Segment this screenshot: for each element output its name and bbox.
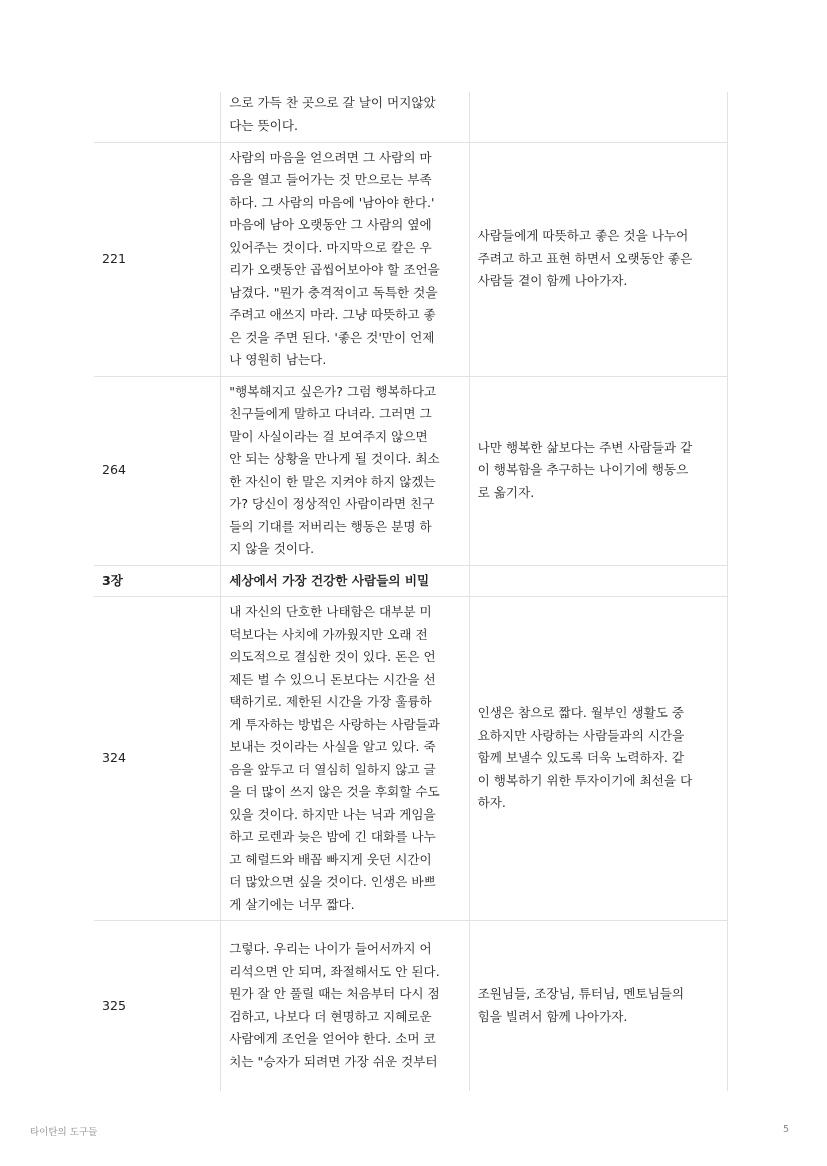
note-cell bbox=[469, 565, 727, 597]
quote-cell: 으로 가득 찬 곳으로 갈 날이 머지않았 다는 뜻이다. bbox=[221, 92, 469, 142]
note-cell: 나만 행복한 삶보다는 주변 사람들과 같 이 행복함을 추구하는 나이기에 행동으 로 옮기자. bbox=[469, 376, 727, 565]
note-cell: 조원님들, 조장님, 튜터님, 멘토님들의 힘을 빌려서 함께 나아가자. bbox=[469, 921, 727, 1091]
table-row bbox=[94, 597, 728, 921]
quote-cell: 사람의 마음을 얻으려면 그 사람의 마 음을 열고 들어가는 것 만으로는 부족 하다. 그 사람의 마음에 '남아야 한다.' 마음에 남아 오랫동안 그 사람의 옆에 있어주는 것이다. 마지막으로 칼은 우 리가 오랫동안 곱씹어보아야 할 조언을 남겼다. "뭔가 충격적이고 독특한 것을 주려고 애쓰지 마라. 그냥 따뜻하고 좋 은 것을 주면 된다. '좋은 것'만이 언제 나 영원히 남는다. bbox=[221, 142, 469, 376]
page-cell: 325 bbox=[94, 921, 221, 1091]
page-cell: 221 bbox=[94, 142, 221, 376]
chapter-row bbox=[94, 565, 728, 597]
table-row bbox=[94, 921, 728, 1091]
quote-cell: "행복해지고 싶은가? 그럼 행복하다고 친구들에게 말하고 다녀라. 그러면 그 말이 사실이라는 걸 보여주지 않으면 안 되는 상황을 만나게 될 것이다. 최소 한 자신이 한 말은 지켜야 하지 않겠는 가? 당신이 정상적인 사람이라면 친구 들의 기대를 저버리는 행동은 분명 하 지 않을 것이다. bbox=[221, 376, 469, 565]
page-cell: 324 bbox=[94, 597, 221, 921]
page-cell bbox=[94, 92, 221, 142]
footer-document-title: 타이탄의 도구들 bbox=[30, 1127, 98, 1138]
notes-table bbox=[94, 92, 728, 1091]
table-row bbox=[94, 376, 728, 565]
note-cell bbox=[469, 92, 727, 142]
table-row bbox=[94, 92, 728, 142]
footer-page-number: 5 bbox=[783, 1124, 790, 1135]
note-cell: 인생은 참으로 짧다. 월부인 생활도 중 요하지만 사랑하는 사람들과의 시간을 함께 보낼수 있도록 더욱 노력하자. 같 이 행복하기 위한 투자이기에 최선을 다 하자. bbox=[469, 597, 727, 921]
note-cell: 사람들에게 따뜻하고 좋은 것을 나누어 주려고 하고 표현 하면서 오랫동안 좋은 사람들 곁이 함께 나아가자. bbox=[469, 142, 727, 376]
quote-cell: 내 자신의 단호한 나태함은 대부분 미 덕보다는 사치에 가까웠지만 오래 전 의도적으로 결심한 것이 있다. 돈은 언 제든 벌 수 있으니 돈보다는 시간을 선 택하기로. 제한된 시간을 가장 훌륭하 게 투자하는 방법은 사랑하는 사람들과 보내는 것이라는 사실을 알고 있다. 죽 음을 앞두고 더 열심히 일하지 않고 글 을 더 많이 쓰지 않은 것을 후회할 수도 있을 것이다. 하지만 나는 닉과 게임을 하고 로렌과 늦은 밤에 긴 대화를 나누 고 헤럴드와 배꼽 빠지게 웃던 시간이 더 많았으면 싶을 것이다. 인생은 바쁘 게 살기에는 너무 짧다. bbox=[221, 597, 469, 921]
quote-cell: 그렇다. 우리는 나이가 들어서까지 어 리석으면 안 되며, 좌절해서도 안 된다. 뭔가 잘 안 풀릴 때는 처음부터 다시 점 검하고, 나보다 더 현명하고 지혜로운 사람에게 조언을 얻어야 한다. 소머 코 치는 "승자가 되려면 가장 쉬운 것부터 bbox=[221, 921, 469, 1091]
chapter-number: 3장 bbox=[94, 565, 221, 597]
table-row bbox=[94, 142, 728, 376]
page-cell: 264 bbox=[94, 376, 221, 565]
chapter-title: 세상에서 가장 건강한 사람들의 비밀 bbox=[221, 565, 469, 597]
